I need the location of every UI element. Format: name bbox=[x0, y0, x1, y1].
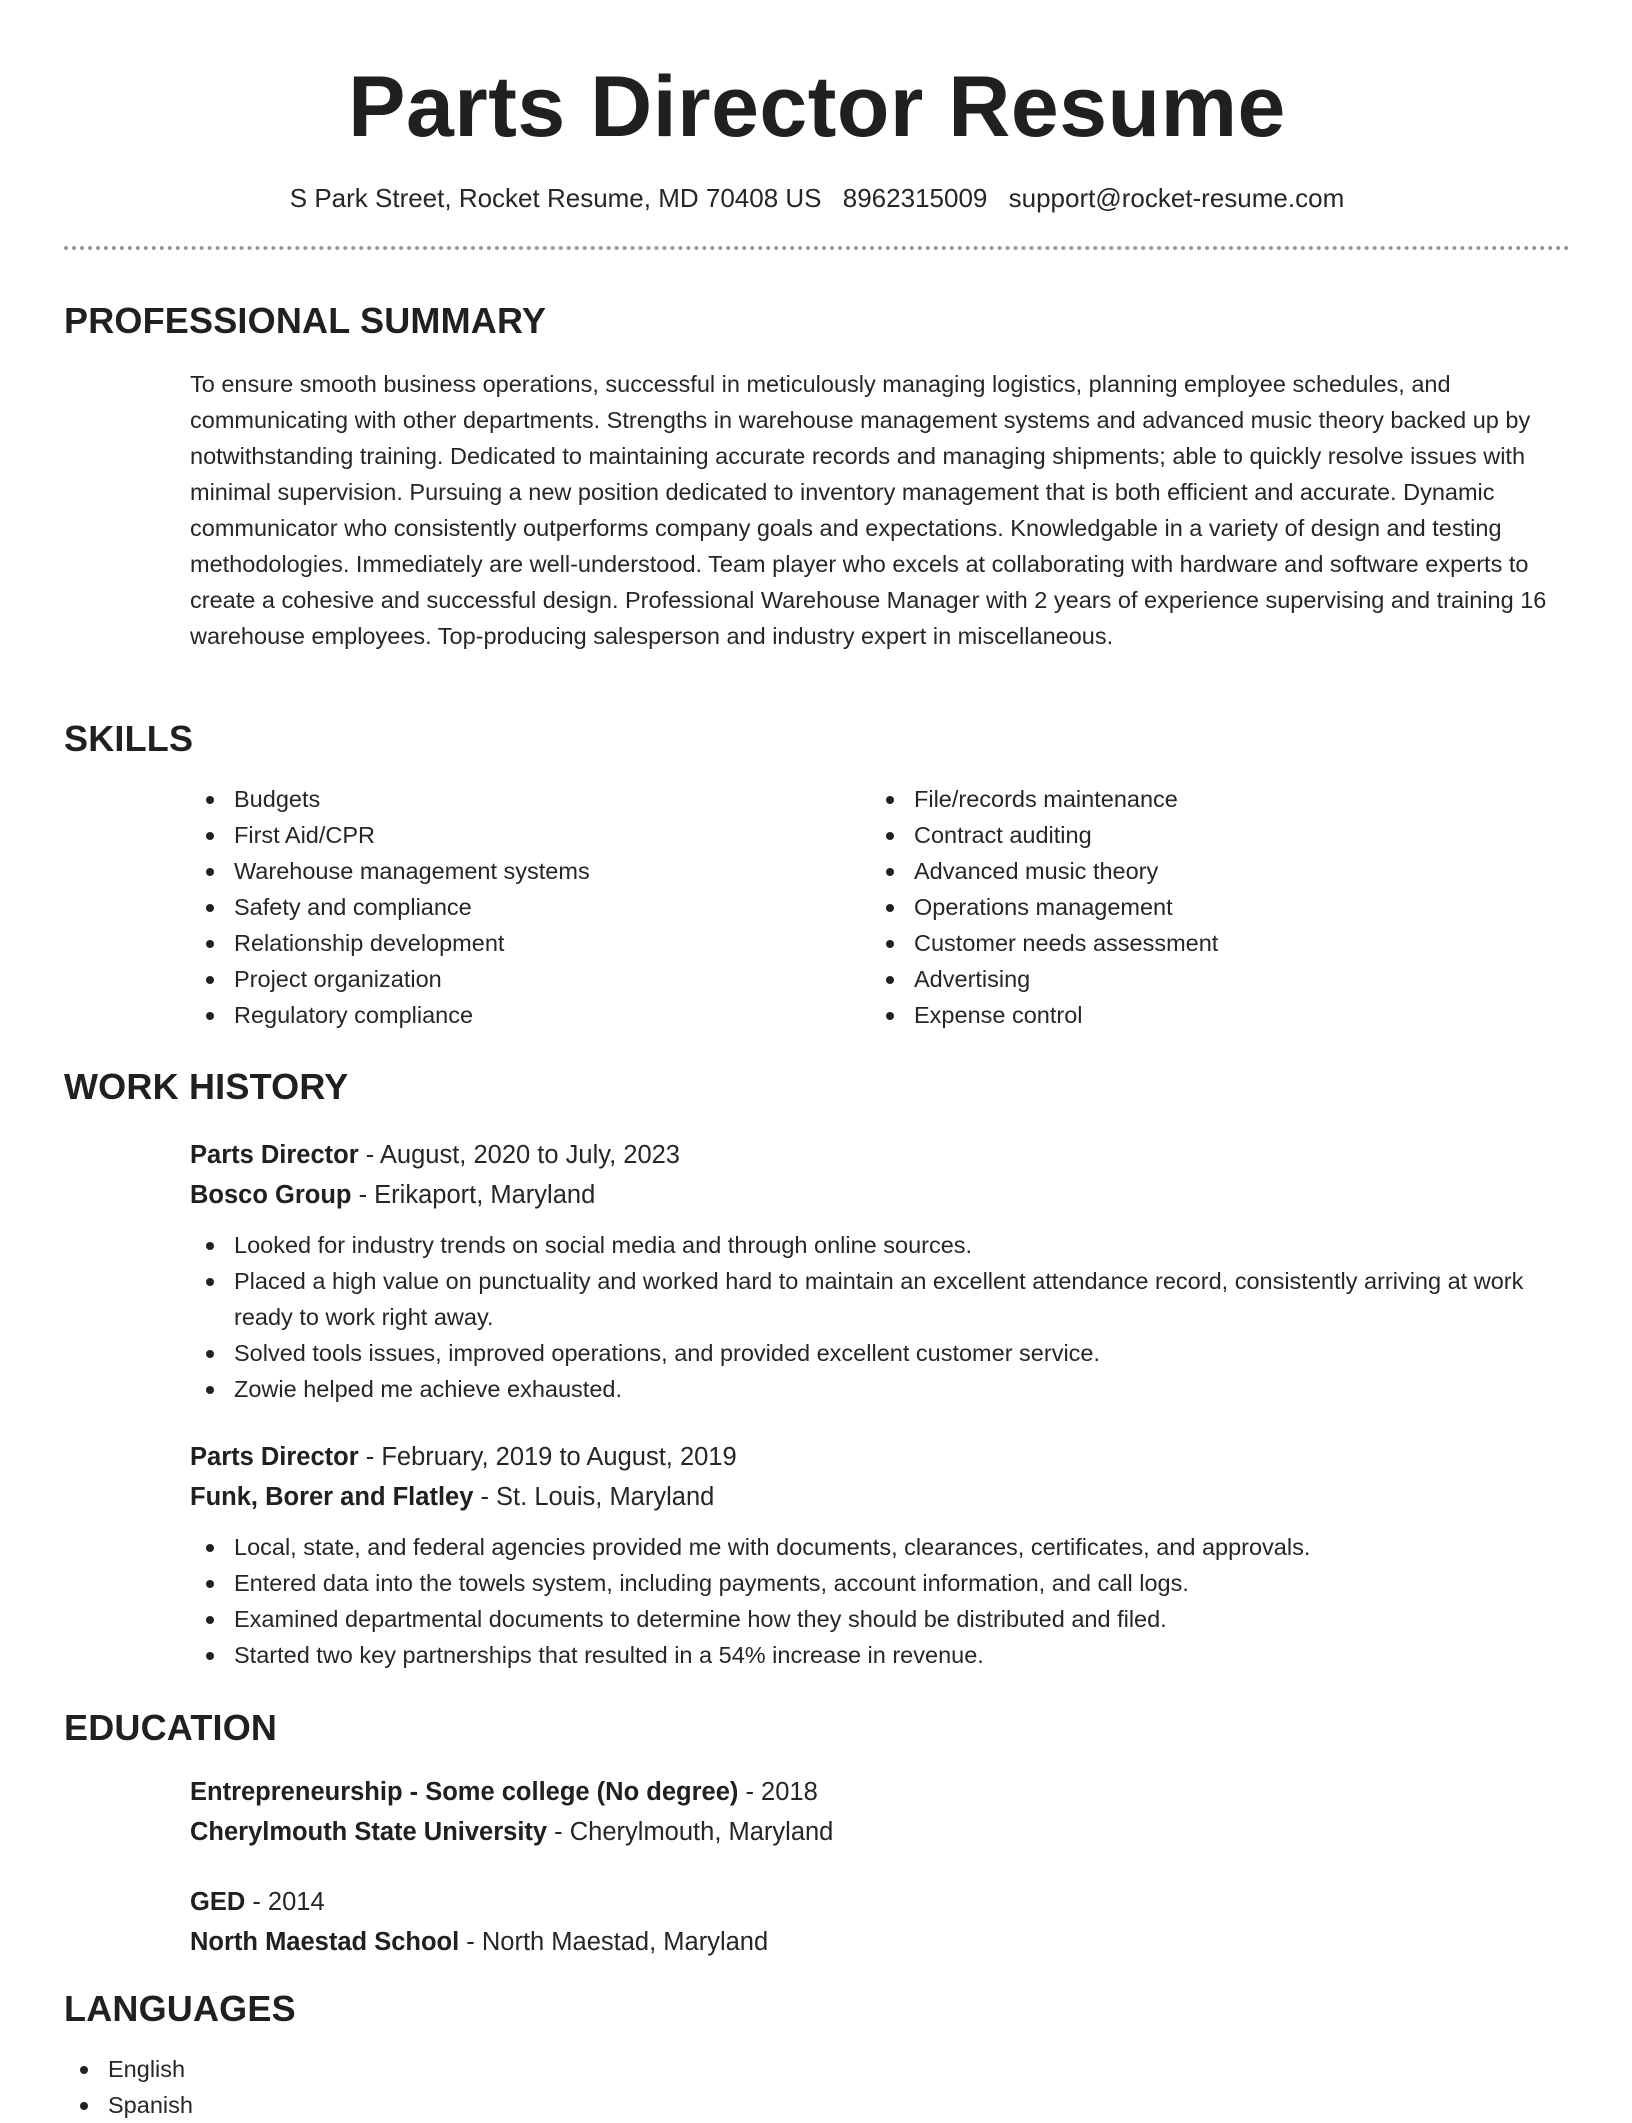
skills-section bbox=[64, 717, 1570, 1033]
job-company: Funk, Borer and Flatley bbox=[190, 1483, 474, 1511]
education-year: - 2014 bbox=[245, 1888, 325, 1916]
skill-item: Contract auditing bbox=[870, 817, 1550, 853]
education-entry bbox=[190, 1882, 1570, 1962]
education-school-line bbox=[190, 1922, 1570, 1962]
languages-section bbox=[64, 1987, 1570, 2123]
job-company-line bbox=[190, 1477, 1570, 1517]
contact-address: S Park Street, Rocket Resume, MD 70408 US bbox=[289, 183, 822, 213]
language-item: English bbox=[64, 2051, 1570, 2087]
education-degree-line bbox=[190, 1882, 1570, 1922]
job-bullets bbox=[190, 1227, 1570, 1407]
resume-title: Parts Director Resume bbox=[348, 59, 1286, 155]
education-entry bbox=[190, 1772, 1570, 1852]
job-dates: - August, 2020 to July, 2023 bbox=[358, 1141, 680, 1169]
contact-email: support@rocket-resume.com bbox=[1008, 183, 1345, 213]
education-section bbox=[64, 1706, 1570, 1962]
job-bullet: Solved tools issues, improved operations, and provided excellent customer service. bbox=[190, 1335, 1570, 1371]
language-item: Spanish bbox=[64, 2087, 1570, 2123]
skill-item: Regulatory compliance bbox=[190, 997, 870, 1033]
job-company: Bosco Group bbox=[190, 1181, 352, 1209]
job-bullet: Entered data into the towels system, including payments, account information, and call logs. bbox=[190, 1565, 1570, 1601]
skills-left-column bbox=[190, 781, 870, 1033]
skills-heading: SKILLS bbox=[64, 718, 194, 759]
education-degree: GED bbox=[190, 1888, 246, 1916]
job-company-line bbox=[190, 1175, 1570, 1215]
skill-item: Project organization bbox=[190, 961, 870, 997]
education-heading: EDUCATION bbox=[64, 1707, 278, 1748]
job-bullet: Placed a high value on punctuality and worked hard to maintain an excellent attendance record, consistently arriving at work ready to work right away. bbox=[190, 1263, 1570, 1335]
skill-item: Warehouse management systems bbox=[190, 853, 870, 889]
skill-item: Advanced music theory bbox=[870, 853, 1550, 889]
skill-item: Relationship development bbox=[190, 925, 870, 961]
summary-heading: PROFESSIONAL SUMMARY bbox=[64, 300, 547, 341]
skill-item: Customer needs assessment bbox=[870, 925, 1550, 961]
job-title-line bbox=[190, 1437, 1570, 1477]
job-location: - St. Louis, Maryland bbox=[473, 1483, 715, 1511]
job-dates: - February, 2019 to August, 2019 bbox=[358, 1443, 737, 1471]
job-bullets bbox=[190, 1529, 1570, 1673]
work-heading: WORK HISTORY bbox=[64, 1066, 349, 1107]
skill-item: Advertising bbox=[870, 961, 1550, 997]
job-role: Parts Director bbox=[190, 1443, 359, 1471]
education-degree: Entrepreneurship - Some college (No degree) bbox=[190, 1778, 739, 1806]
job-bullet: Looked for industry trends on social media and through online sources. bbox=[190, 1227, 1570, 1263]
skills-grid bbox=[190, 781, 1570, 1033]
contact-line bbox=[64, 180, 1570, 216]
job-location: - Erikaport, Maryland bbox=[351, 1181, 596, 1209]
summary-text: To ensure smooth business operations, successful in meticulously managing logistics, planning employee schedules, and communicating with other departments. Strengths in warehouse management systems and advanced music theory backed up by notwithstanding training. Dedicated to maintaining accurate records and managing shipments; able to quickly resolve issues with minimal supervision. Pursuing a new position dedicated to inventory management that is both efficient and accurate. Dynamic communicator who consistently outperforms company goals and expectations. Knowledgable in a variety of design and testing methodologies. Immediately are well-understood. Team player who excels at collaborating with hardware and software experts to create a cohesive and successful design. Professional Warehouse Manager with 2 years of experience supervising and training 16 warehouse employees. Top-producing salesperson and industry expert in miscellaneous. bbox=[190, 371, 1547, 649]
skill-item: First Aid/CPR bbox=[190, 817, 870, 853]
education-location: - North Maestad, Maryland bbox=[459, 1928, 769, 1956]
job-entry bbox=[190, 1135, 1570, 1407]
languages-heading: LANGUAGES bbox=[64, 1988, 296, 2029]
skill-item: Operations management bbox=[870, 889, 1550, 925]
languages-list bbox=[64, 2051, 1570, 2123]
job-entry bbox=[190, 1437, 1570, 1673]
education-location: - Cherylmouth, Maryland bbox=[547, 1818, 834, 1846]
skill-item: Safety and compliance bbox=[190, 889, 870, 925]
education-degree-line bbox=[190, 1772, 1570, 1812]
skill-item: Expense control bbox=[870, 997, 1550, 1033]
job-role: Parts Director bbox=[190, 1141, 359, 1169]
education-year: - 2018 bbox=[738, 1778, 818, 1806]
work-section bbox=[64, 1065, 1570, 1673]
skills-right-column bbox=[870, 781, 1550, 1033]
job-bullet: Examined departmental documents to determine how they should be distributed and filed. bbox=[190, 1601, 1570, 1637]
education-school: North Maestad School bbox=[190, 1928, 460, 1956]
job-bullet: Started two key partnerships that resulted in a 54% increase in revenue. bbox=[190, 1637, 1570, 1673]
job-bullet: Local, state, and federal agencies provided me with documents, clearances, certificates, and approvals. bbox=[190, 1529, 1570, 1565]
contact-phone: 8962315009 bbox=[842, 183, 988, 213]
header-divider bbox=[64, 246, 1570, 250]
summary-section bbox=[64, 299, 1570, 654]
education-school: Cherylmouth State University bbox=[190, 1818, 548, 1846]
job-title-line bbox=[190, 1135, 1570, 1175]
skill-item: Budgets bbox=[190, 781, 870, 817]
job-bullet: Zowie helped me achieve exhausted. bbox=[190, 1371, 1570, 1407]
skill-item: File/records maintenance bbox=[870, 781, 1550, 817]
resume-page bbox=[64, 0, 1570, 2118]
education-school-line bbox=[190, 1812, 1570, 1852]
